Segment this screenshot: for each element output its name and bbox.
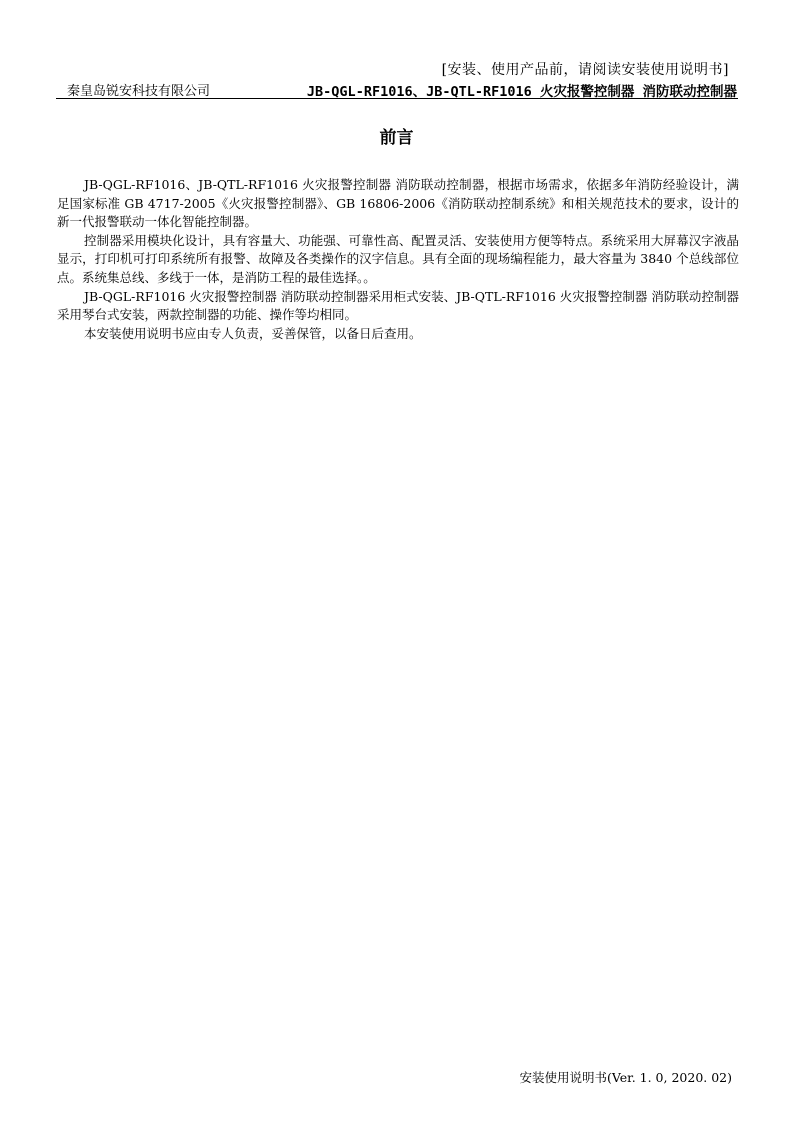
preface-body	[57, 176, 739, 343]
header-company-name: 秦皇岛锐安科技有限公司	[67, 84, 211, 99]
preface-paragraph-intro: JB-QGL-RF1016、JB-QTL-RF1016 火灾报警控制器 消防联动控制器，根据市场需求，依据多年消防经验设计，满足国家标准 GB 4717-2005《火灾报警控制器》、GB 16806-2006《消防联动控制系统》和相关规范技术的要求，设计的新一代报警联动一体化智能控制器。	[57, 177, 739, 230]
footer-manual-version: 安装使用说明书(Ver. 1. 0, 2020. 02)	[519, 1070, 732, 1085]
preface-paragraph-features: 控制器采用模块化设计，具有容量大、功能强、可靠性高、配置灵活、安装使用方便等特点。系统采用大屏幕汉字液晶显示，打印机可打印系统所有报警、故障及各类操作的汉字信息。具有全面的现场编程能力，最大容量为 3840 个总线部位点。系统集总线、多线于一体，是消防工程的最佳选择。。	[57, 232, 739, 285]
preface-paragraph-installation: JB-QGL-RF1016 火灾报警控制器 消防联动控制器采用柜式安装、JB-QTL-RF1016 火灾报警控制器 消防联动控制器采用琴台式安装，两款控制器的功能、操作等均相同。	[57, 288, 739, 323]
header-reading-notice: [安装、使用产品前，请阅读安装使用说明书]	[441, 62, 729, 78]
page-title: 前言	[379, 128, 414, 148]
header-product-name: JB-QGL-RF1016、JB-QTL-RF1016 火灾报警控制器 消防联动控制器	[306, 84, 737, 100]
preface-paragraph-custody: 本安装使用说明书应由专人负责，妥善保管，以备日后查用。	[84, 325, 422, 341]
header-divider	[56, 98, 738, 99]
